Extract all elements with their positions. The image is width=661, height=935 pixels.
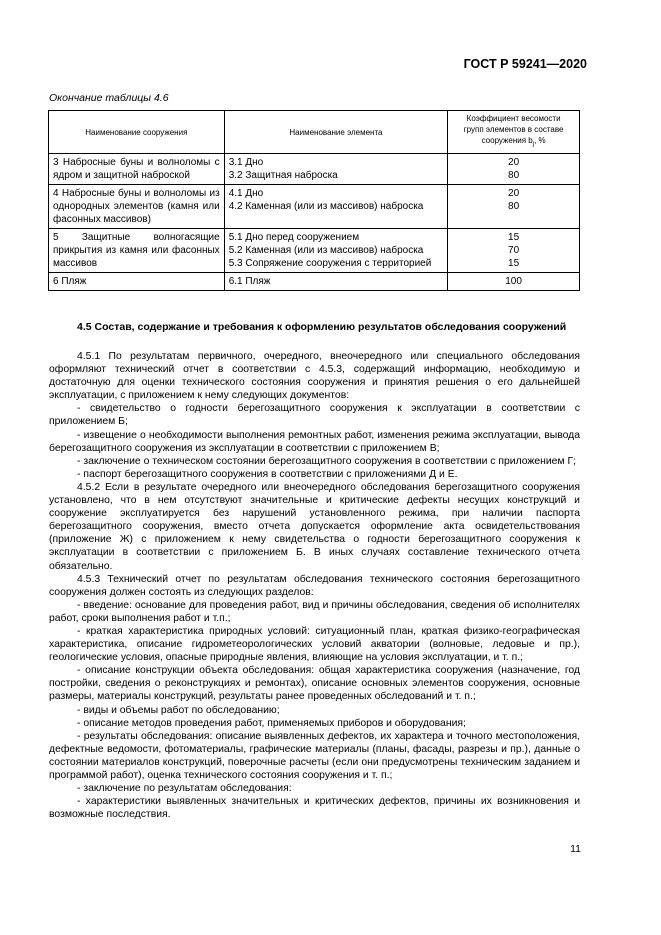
table-row	[49, 229, 580, 273]
list-item: - свидетельство о годности берегозащитного сооружения к эксплуатации в соответствии с приложением Б;	[49, 403, 580, 428]
list-item: - виды и объемы работ по обследованию;	[77, 704, 280, 716]
element-cell: 3.1 Дно 3.2 Защитная наброска	[224, 154, 448, 185]
header-structure: Наименование сооружения	[49, 111, 225, 154]
coefficient-cell: 100	[448, 273, 580, 291]
coefficient-cell: 20 80	[448, 185, 580, 229]
table-row	[49, 273, 580, 291]
coefficient-cell: 20 80	[448, 154, 580, 185]
header-coefficient: Коэффициент весомости групп элементов в составе сооружения $b_j$, %	[448, 111, 580, 154]
list-item: - результаты обследования: описание выявленных дефектов, их характера и точного местоположения, дефектные ведомости, фотоматериалы, графические материалы (планы, фасады, разрезы и пр.), данные о состоянии материалов конструкций, поверочные расчеты (если они предусмотрены техническим заданием и программой работ), оценка технического состояния сооружения и т. п.;	[49, 730, 580, 781]
table-header-row	[49, 111, 580, 154]
structure-cell: 6 Пляж	[49, 273, 225, 291]
table-caption: Окончание таблицы 4.6	[49, 92, 169, 104]
section-heading: 4.5 Состав, содержание и требования к оформлению результатов обследования сооружений	[77, 321, 567, 333]
list-item: - введение: основание для проведения работ, вид и причины обследования, сведения об исполнителях работ, сроки выполнения работ и т.п.;	[49, 599, 580, 624]
coefficient-table	[48, 110, 580, 291]
list-item: - описание методов проведения работ, применяемых приборов и оборудования;	[77, 717, 466, 729]
structure-cell: 4 Набросные буны и волноломы из однородных элементов (камня или фасонных массивов)	[49, 185, 225, 229]
document-id: ГОСТ Р 59241—2020	[463, 57, 587, 71]
paragraph: 4.5.1 По результатам первичного, очередного, внеочередного или специального обследования оформляют технический отчет в соответствии с 4.5.3, содержащий информацию, необходимую и достаточную для оценки технического состояния сооружения и принятия решения о его дальнейшей эксплуатации, с приложением к нему следующих документов:	[49, 351, 580, 402]
list-item: - описание конструкции объекта обследования: общая характеристика сооружения (назначение, год постройки, сведения о реконструкциях и ремонтах), описание основных элементов сооружения, основные размеры, материалы конструкций, результаты ранее проведенных обследований и т. п.;	[49, 665, 580, 703]
element-cell: 6.1 Пляж	[224, 273, 448, 291]
list-item: - характеристики выявленных значительных и критических дефектов, причины их возникновения и возможные последствия.	[49, 796, 580, 821]
list-item: - паспорт берегозащитного сооружения в соответствии с приложениями Д и Е.	[77, 468, 458, 480]
list-item: - краткая характеристика природных условий: ситуационный план, краткая физико-географическая характеристика, описание гидрометеорологических условий акватории (волновые, ледовые и пр.), геологические условия, опасные природные явления, влияющие на условия эксплуатации, и т. п.;	[49, 625, 580, 664]
table-row	[49, 185, 580, 229]
element-cell: 5.1 Дно перед сооружением 5.2 Каменная (или из массивов) наброска 5.3 Сопряжение сооружения с территорией	[224, 229, 448, 273]
table-row	[49, 154, 580, 185]
page-number: 11	[570, 843, 581, 855]
list-item: - заключение по результатам обследования:	[77, 783, 292, 795]
header-element: Наименование элемента	[224, 111, 448, 154]
structure-cell: 5 Защитные волногасящие прикрытия из камня или фасонных массивов	[49, 229, 225, 273]
paragraph: 4.5.3 Технический отчет по результатам обследования технического состояния берегозащитного сооружения должен состоять из следующих разделов:	[49, 573, 580, 598]
element-cell: 4.1 Дно 4.2 Каменная (или из массивов) наброска	[224, 185, 448, 229]
paragraph: 4.5.2 Если в результате очередного или внеочередного обследования берегозащитного сооружения установлено, что в нем отсутствуют значительные и критические дефекты несущих конструкций и сооружение эксплуатируется без нарушений установленного режима, при наличии паспорта берегозащитного сооружения, вместо отчета допускается оформление акта освидетельствования (приложение Ж) с приложением к нему свидетельства о годности берегозащитного сооружения к эксплуатации в соответствии с приложением Б. В иных случаях составление технического отчета обязательно.	[49, 481, 580, 572]
body-text	[49, 350, 580, 821]
list-item: - заключение о техническом состоянии берегозащитного сооружения в соответствии с приложением Г;	[77, 455, 577, 467]
structure-cell: 3 Набросные буны и волноломы с ядром и защитной наброской	[49, 154, 225, 185]
list-item: - извещение о необходимости выполнения ремонтных работ, изменения режима эксплуатации, вывода берегозащитного сооружения из эксплуатации в соответствии с приложением В;	[49, 429, 580, 454]
coefficient-cell: 15 70 15	[448, 229, 580, 273]
